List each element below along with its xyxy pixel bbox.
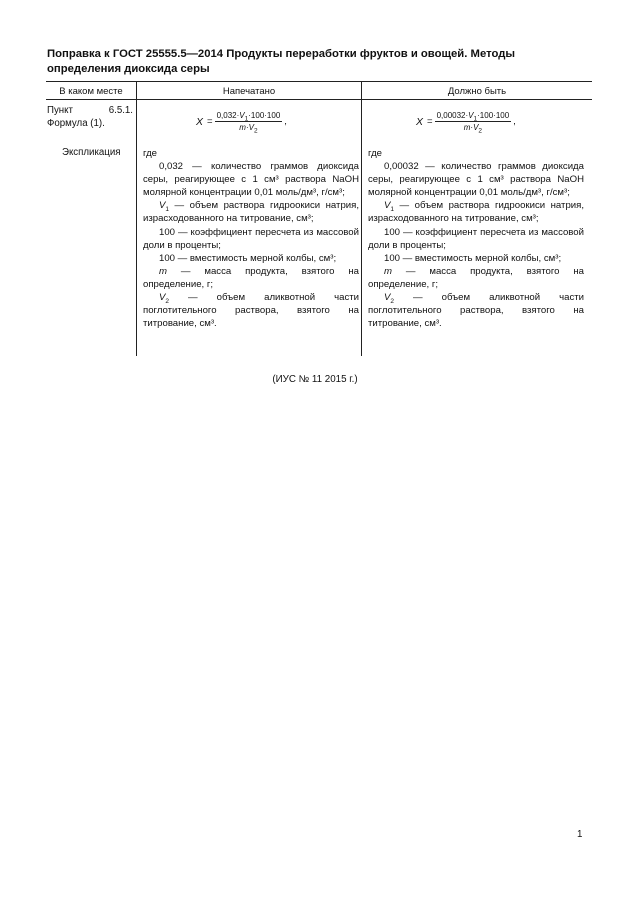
formula-lhs: X <box>416 115 424 128</box>
formula-fraction <box>435 111 512 135</box>
expl-v2: $V_2$ — объем аликвотной части поглотительного раствора, взятого на титрование, см³. <box>143 292 359 330</box>
header-place: В каком месте <box>59 86 123 97</box>
printed-formula <box>196 111 287 135</box>
formula-eq: = <box>427 116 433 127</box>
printed-explication <box>143 147 359 330</box>
table-top-rule <box>46 81 592 82</box>
formula-tail: , <box>513 116 516 127</box>
formula-denominator: $m\cdot V_2$ <box>239 123 258 135</box>
page-number: 1 <box>577 829 583 840</box>
formula-lhs: X <box>196 115 204 128</box>
formula-numerator: $0,00032\cdot V_1\cdot 100\cdot 100$ <box>436 111 510 123</box>
formula-denominator: $m\cdot V_2$ <box>463 123 483 135</box>
expl-where: где <box>143 148 158 159</box>
formula-numerator: $0,032\cdot V_1\cdot 100\cdot 100$ <box>216 111 281 123</box>
formula-fraction <box>215 111 283 135</box>
formula-eq: = <box>207 116 213 127</box>
expl-coef: 0,032 — количество граммов диоксида серы, реагирующее с 1 см³ раствора NaOH молярной концентрации 0,01 моль/дм³, г/см³; <box>143 161 359 199</box>
expl-v1: $V_1$ — объем раствора гидроокиси натрия, израсходованного на титрование, см³; <box>143 200 359 225</box>
expl-where: где <box>368 148 383 159</box>
expl-coef: 0,00032 — количество граммов диоксида серы, реагирующее с 1 см³ раствора NaOH молярной концентрации 0,01 моль/дм³, г/см³; <box>368 161 584 199</box>
column-divider-2 <box>361 81 362 356</box>
correction-table <box>46 81 592 356</box>
expl-v1: $V_1$ — объем раствора гидроокиси натрия, израсходованного на титрование, см³; <box>368 200 584 225</box>
document-title: Поправка к ГОСТ 25555.5—2014 Продукты переработки фруктов и овощей. Методы определения диоксида серы <box>47 48 516 75</box>
header-should-be: Должно быть <box>447 86 507 97</box>
expl-mass: m — масса продукта, взятого на определение, г; <box>368 265 584 290</box>
header-printed: Напечатано <box>222 86 276 97</box>
place-explication: Экспликация <box>62 147 121 158</box>
formula-tail: , <box>284 116 287 127</box>
expl-factor: 100 — коэффициент пересчета из массовой доли в проценты; <box>143 226 359 251</box>
expl-v2: $V_2$ — объем аликвотной части поглотительного раствора, взятого на титрование, см³. <box>368 292 584 330</box>
column-divider-1 <box>136 81 137 356</box>
place-formula: Пункт 6.5.1. Формула (1). <box>47 105 133 129</box>
table-header-rule <box>46 99 592 100</box>
expl-flask: 100 — вместимость мерной колбы, см³; <box>384 252 562 264</box>
corrected-explication <box>368 147 584 330</box>
expl-factor: 100 — коэффициент пересчета из массовой доли в проценты; <box>368 226 584 251</box>
corrected-formula <box>416 111 516 135</box>
publication-reference: (ИУС № 11 2015 г.) <box>272 374 358 385</box>
expl-flask: 100 — вместимость мерной колбы, см³; <box>159 252 337 264</box>
expl-mass: m — масса продукта, взятого на определение, г; <box>143 265 359 290</box>
